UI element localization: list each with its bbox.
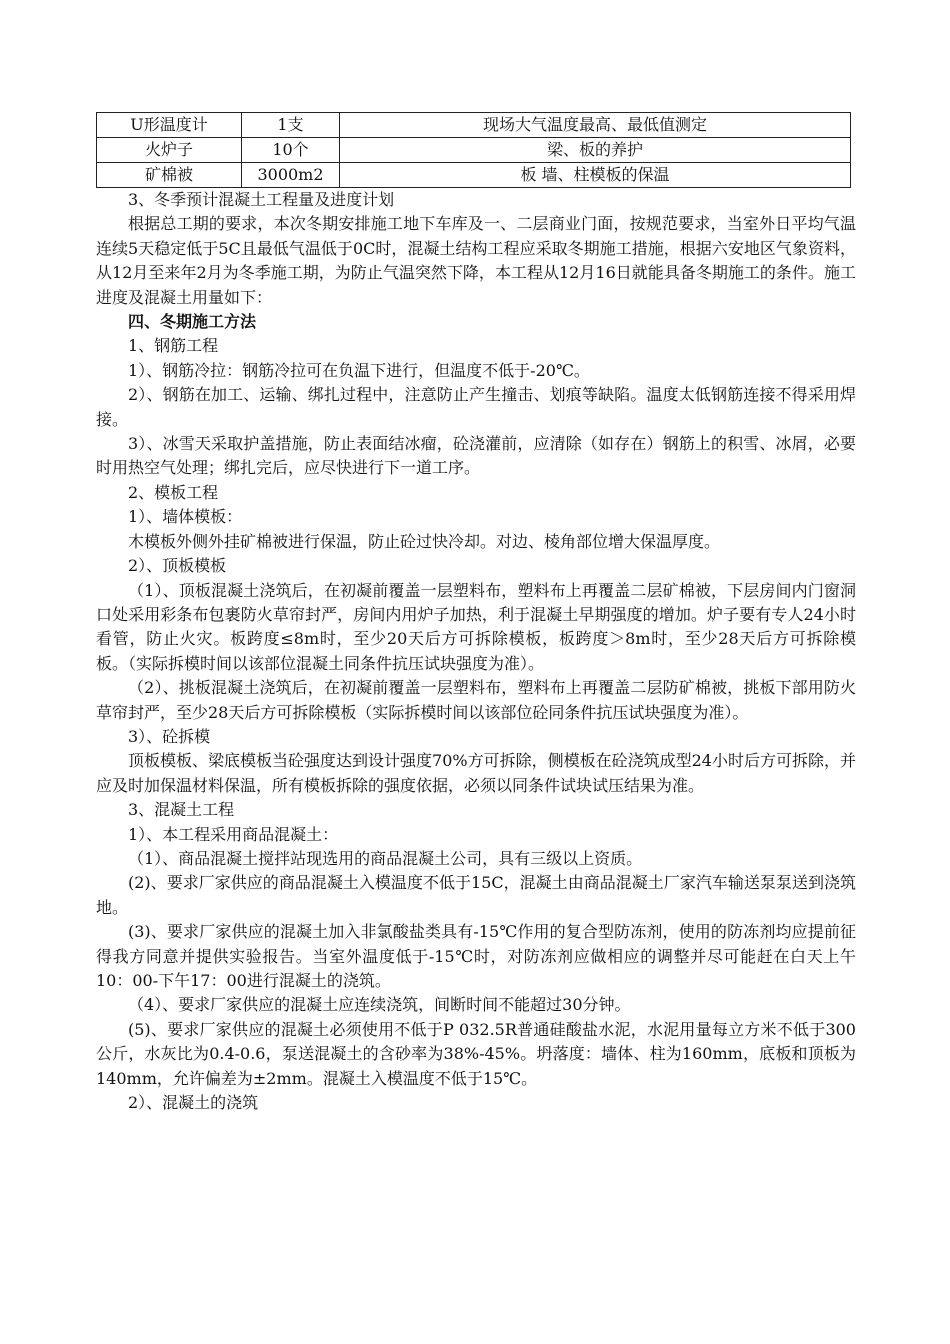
paragraph: 1）、本工程采用商品混凝土： <box>128 824 339 844</box>
table-cell: 1支 <box>242 113 340 138</box>
paragraph: （2）、挑板混凝土浇筑后，在初凝前覆盖一层塑料布，塑料布上再覆盖二层防矿棉被，挑板下部用防火草帘封严，至少28天后方可拆除模板（实际拆模时间以该部位砼同条件抗压试块强度为准）。 <box>96 678 856 722</box>
table-cell: 3000m2 <box>242 163 340 188</box>
paragraph: 2、模板工程 <box>128 482 219 502</box>
paragraph: 2）、钢筋在加工、运输、绑扎过程中，注意防止产生撞击、划痕等缺陷。温度太低钢筋连接不得采用焊接。 <box>96 385 856 429</box>
paragraph: 根据总工期的要求，本次冬期安排施工地下车库及一、二层商业门面，按规范要求，当室外日平均气温连续5天稳定低于5C且最低气温低于0C时，混凝土结构工程应采取冬期施工措施，根据六安地区气象资料，从12月至来年2月为冬季施工期，为防止气温突然下降，本工程从12月16日就能具备冬期施工的条件。施工进度及混凝土用量如下： <box>96 214 856 307</box>
document-body <box>96 188 856 1115</box>
paragraph: 顶板模板、梁底模板当砼强度达到设计强度70%方可拆除，侧模板在砼浇筑成型24小时后方可拆除，并应及时加保温材料保温，所有模板拆除的强度依据，必须以同条件试块试压结果为准。 <box>96 751 856 795</box>
table-cell: 10个 <box>242 138 340 163</box>
paragraph: 3、冬季预计混凝土工程量及进度计划 <box>128 190 395 209</box>
section-heading: 四、冬期施工方法 <box>128 312 257 332</box>
paragraph: 2）、顶板模板 <box>128 556 227 576</box>
table-cell: 现场大气温度最高、最低值测定 <box>340 113 851 138</box>
equipment-table <box>96 112 851 188</box>
table-cell: U形温度计 <box>97 113 242 138</box>
table-cell: 火炉子 <box>97 138 242 163</box>
paragraph: 1、钢筋工程 <box>128 336 219 356</box>
paragraph: （1）、顶板混凝土浇筑后，在初凝前覆盖一层塑料布，塑料布上再覆盖二层矿棉被，下层房间内门窗洞口处采用彩条布包裹防火草帘封严，房间内用炉子加热，利于混凝土早期强度的增加。炉子要有专人24小时看管，防止火灾。板跨度≤8m时，至少20天后方可拆除模板，板跨度＞8m时，至少28天后方可拆除模板。（实际拆模时间以该部位混凝土同条件抗压试块强度为准）。 <box>96 580 856 673</box>
paragraph: 木模板外侧外挂矿棉被进行保温，防止砼过快冷却。对边、棱角部位增大保温厚度。 <box>128 531 721 551</box>
paragraph: (3)、要求厂家供应的混凝土加入非氯酸盐类具有-15℃作用的复合型防冻剂，使用的防冻剂均应提前征得我方同意并提供实验报告。当室外温度低于-15℃时，对防冻剂应做相应的调整并尽可能赶在白天上午10：00-下午17：00进行混凝土的浇筑。 <box>96 922 856 990</box>
table-cell: 矿棉被 <box>97 163 242 188</box>
paragraph: 1）、墙体模板： <box>128 507 243 527</box>
paragraph: （4）、要求厂家供应的混凝土应连续浇筑，间断时间不能超过30分钟。 <box>128 995 631 1015</box>
paragraph: （1）、商品混凝土搅拌站现选用的商品混凝土公司，具有三级以上资质。 <box>128 848 643 868</box>
table-cell: 梁、板的养护 <box>340 138 851 163</box>
paragraph: 2）、混凝土的浇筑 <box>128 1093 259 1113</box>
paragraph: (2)、要求厂家供应的商品混凝土入模温度不低于15C，混凝土由商品混凝土厂家汽车输送泵泵送到浇筑地。 <box>96 873 856 917</box>
table-cell: 板 墙、柱模板的保温 <box>340 163 851 188</box>
paragraph: 3）、冰雪天采取护盖措施，防止表面结冰瘤，砼浇灌前，应清除（如存在）钢筋上的积雪、冰屑，必要时用热空气处理；绑扎完后，应尽快进行下一道工序。 <box>96 434 856 478</box>
paragraph: 3、混凝土工程 <box>128 800 235 820</box>
paragraph: 1）、钢筋冷拉：钢筋冷拉可在负温下进行，但温度不低于-20℃。 <box>128 360 590 380</box>
paragraph: (5)、要求厂家供应的混凝土必须使用不低于P 032.5R普通硅酸盐水泥，水泥用量每立方米不低于300公斤，水灰比为0.4-0.6，泵送混凝土的含砂率为38%-45%。坍落度：墙体、柱为160mm，底板和顶板为140mm，允许偏差为±2mm。混凝土入模温度不低于15℃。 <box>96 1019 856 1088</box>
table-row <box>97 163 851 188</box>
paragraph: 3）、砼拆模 <box>128 726 211 746</box>
table-row <box>97 113 851 138</box>
table-row <box>97 138 851 163</box>
